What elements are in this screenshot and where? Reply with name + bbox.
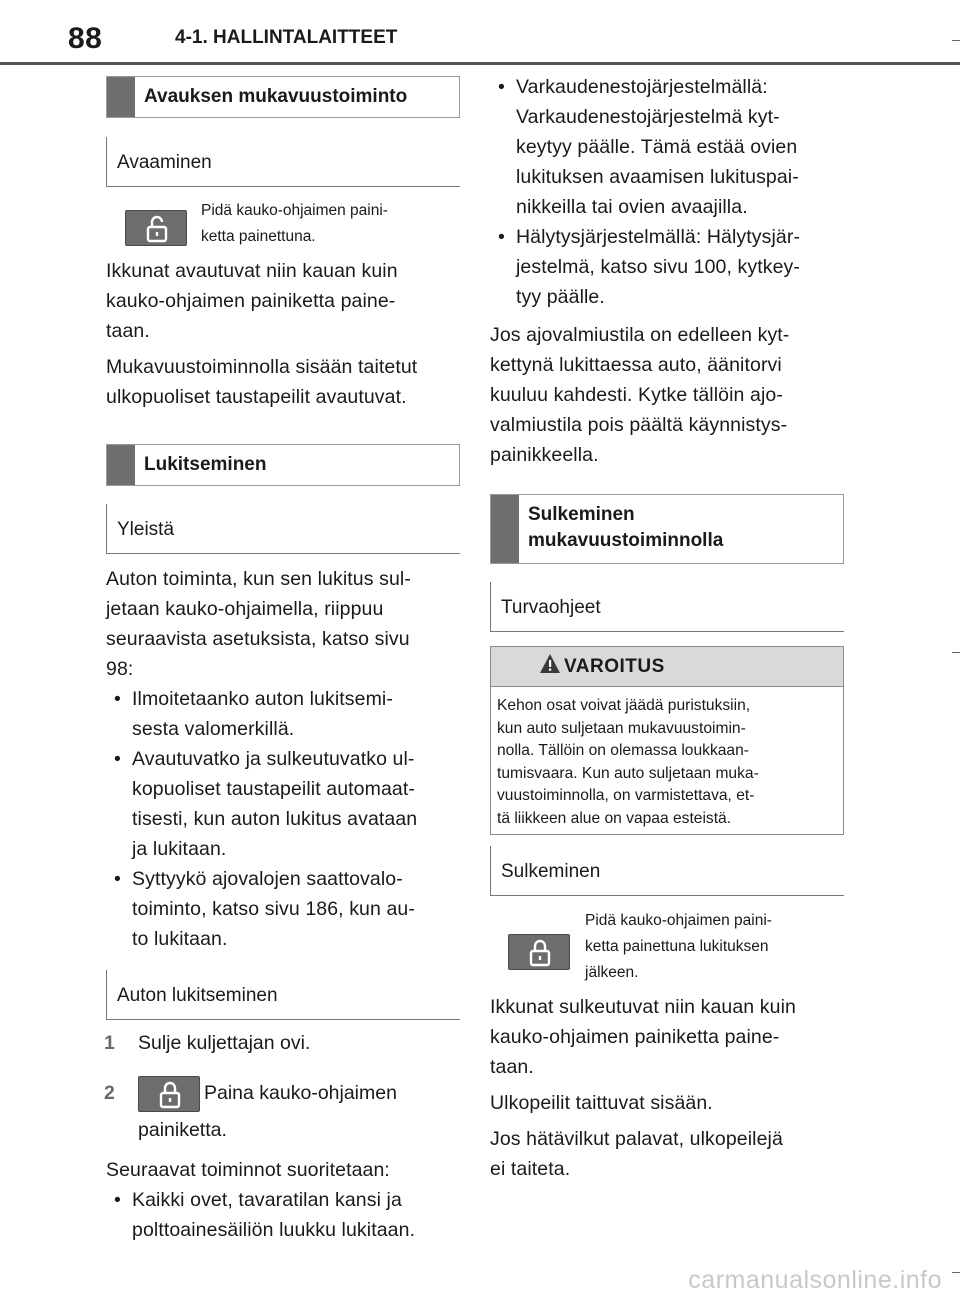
section-heading-comfort-close [490,494,844,564]
lock-icon [508,934,570,970]
list-item: • Kaikki ovet, tavaratilan kansi ja polttoainesäiliön luukku lukitaan. [106,1185,460,1245]
subheading-closing: Sulkeminen [490,846,844,896]
closing-paragraphs: Ikkunat sulkeutuvat niin kauan kuin kauko-ohjaimen painiketta paine- taan. Ulkopeilit taittuvat sisään. Jos hätävilkut palavat, ulkopeilejä ei taiteta. [490,996,796,1180]
drive-ready-paragraph: Jos ajovalmiustila on edelleen kyt- kettynä lukittaessa auto, äänitorvi kuuluu kahdesti. Kytke tällöin ajo- valmiustila pois päältä käynnistys- painikkeella. [490,324,790,466]
header-rule [0,62,960,65]
warning-title: VAROITUS [564,656,665,677]
icon-note-close: Pidä kauko-ohjaimen paini- ketta painettuna lukituksen jälkeen. [585,912,772,981]
page-number: 88 [68,22,103,55]
subheading-opening: Avaaminen [106,137,460,187]
subheading-car-locking: Auton lukitseminen [106,970,460,1020]
list-item: • Varkaudenestojärjestelmällä: Varkaudenestojärjestelmä kyt- keytyy päälle. Tämä estää ovien lukituksen avaamisen lukituspai- nikkeilla tai ovien avaajilla. [490,72,844,222]
list-item: • Avautuvatko ja sulkeutuvatko ul- kopuoliset taustapeilit automaat- tisesti, kun auton lukitus avataan ja lukitaan. [106,744,460,864]
warning-triangle-icon [539,653,561,680]
section-heading-comfort-open [106,76,460,118]
list-item: • Syttyykö ajovalojen saattovalo- toiminto, katso sivu 186, kun au- to lukitaan. [106,864,460,954]
section-title: Avauksen mukavuustoiminto [144,86,408,107]
unlock-icon [125,210,187,246]
subheading-general: Yleistä [106,504,460,554]
list-item: • Hälytysjärjestelmällä: Hälytysjär- jestelmä, katso sivu 100, kytkey- tyy päälle. [490,222,844,312]
general-bullets [106,684,460,954]
crop-mark [952,1272,960,1273]
crop-mark [952,40,960,41]
warning-box [490,646,844,835]
page-header [0,0,960,64]
section-title: Lukitseminen [144,454,267,475]
step-2: 2 Paina kauko-ohjaimen painiketta. [104,1082,397,1141]
section-heading-locking [106,444,460,486]
right-bullets [490,72,844,470]
list-item: • Ilmoitetaanko auton lukitsemi- sesta valomerkillä. [106,684,460,744]
section-title: Sulkeminen mukavuustoiminnolla [528,504,724,551]
warning-text: Kehon osat voivat jäädä puristuksiin, kun auto suljetaan mukavuustoimin- nolla. Tällöin on olemassa loukkaan- tumisvaara. Kun auto suljetaan muka- vuustoiminnolla, on varmistettava, et- tä liikkeen alue on vapaa esteistä. [497,697,759,827]
lock-icon [138,1076,200,1112]
subheading-safety: Turvaohjeet [490,582,844,632]
watermark: carmanualsonline.info [688,1266,942,1294]
icon-note-open: Pidä kauko-ohjaimen paini- ketta painettuna. [201,202,388,245]
crop-mark [952,652,960,653]
general-text: Auton toiminta, kun sen lukitus sul- jetaan kauko-ohjaimella, riippuu seuraavista asetuksista, katso sivu 98: • Ilmoitetaanko auton lukitsemi- sesta valomerkillä. • Avautuvatko ja sulkeutuvatko ul- kopuoliset taustapeilit automaat- tisesti, kun auton lukitus avataan ja lukitaan. • Syttyykö ajovalojen saattovalo- toiminto, katso sivu 186, kun au- to lukitaan. [106,564,460,954]
open-paragraphs: Ikkunat avautuvat niin kauan kuin kauko-ohjaimen painiketta paine- taan. Mukavuustoiminnolla sisään taitetut ulkopuoliset taustapeilit avautuvat. [106,260,418,408]
chapter-title: 4-1. HALLINTALAITTEET [175,27,398,48]
follow-text: Seuraavat toiminnot suoritetaan: • Kaikki ovet, tavaratilan kansi ja polttoainesäiliön luukku lukitaan. [106,1155,460,1245]
